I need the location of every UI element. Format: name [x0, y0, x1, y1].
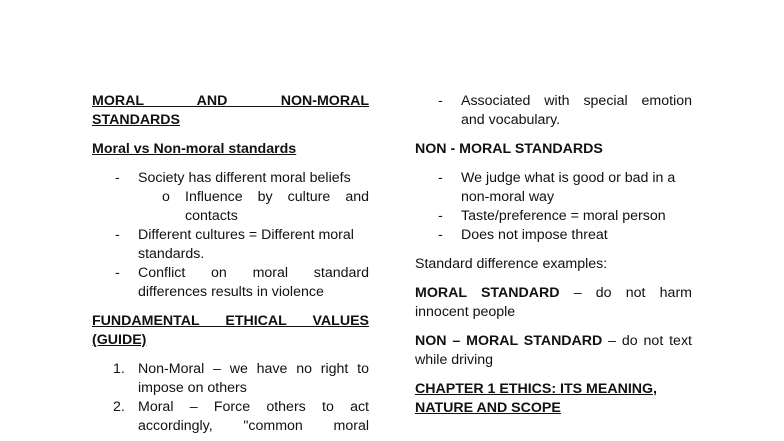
list-item: - Associated with special emotion and vocabulary.	[438, 93, 692, 128]
numbered-item: 1. Non-Moral – we have no right to impose on others	[113, 361, 369, 396]
dash-marker: -	[438, 227, 443, 243]
section-heading-ethical-values: FUNDAMENTAL ETHICAL VALUES (GUIDE)	[92, 313, 369, 348]
item-number: 1.	[113, 361, 125, 377]
chapter-heading: CHAPTER 1 ETHICS: ITS MEANING, NATURE AND SCOPE	[415, 381, 657, 416]
section-heading-moral-nonmoral: MORAL AND NON-MORAL STANDARDS	[92, 93, 369, 128]
subheading-moral-vs-nonmoral: Moral vs Non-moral standards	[92, 141, 297, 157]
list-item: - Does not impose threat	[438, 227, 608, 243]
example-nonmoral-standard: NON – MORAL STANDARD – do not text while driving	[415, 333, 692, 368]
moral-bullets-list	[92, 169, 369, 302]
dash-marker: -	[115, 265, 120, 281]
example-moral-standard: MORAL STANDARD – do not harm innocent people	[415, 285, 692, 320]
dash-marker: -	[438, 208, 443, 224]
examples-label: Standard difference examples:	[415, 256, 608, 272]
nonmoral-standards-heading: NON - MORAL STANDARDS	[415, 141, 603, 157]
list-item: - Conflict on moral standard differences results in violence	[115, 265, 369, 300]
list-item: - Different cultures = Different moral standards.	[115, 227, 354, 262]
values-numbered-list	[92, 360, 369, 436]
sub-list-item: o Influence by culture and contacts	[162, 189, 369, 224]
list-item: - We judge what is good or bad in a non-moral way	[438, 170, 676, 205]
dash-marker: -	[115, 170, 120, 186]
nonmoral-bullets-list	[415, 169, 692, 245]
right-column	[415, 92, 692, 418]
item-number: 2.	[113, 399, 125, 415]
list-item: - Society has different moral beliefs	[115, 170, 351, 186]
dash-marker: -	[115, 227, 120, 243]
left-column	[92, 92, 369, 436]
list-item: - Taste/preference = moral person	[438, 208, 666, 224]
numbered-item: 2. Moral – Force others to act accordingly, "common moral	[113, 399, 369, 434]
dash-marker: -	[438, 93, 443, 109]
circle-bullet-marker: o	[162, 189, 170, 205]
dash-marker: -	[438, 170, 443, 186]
